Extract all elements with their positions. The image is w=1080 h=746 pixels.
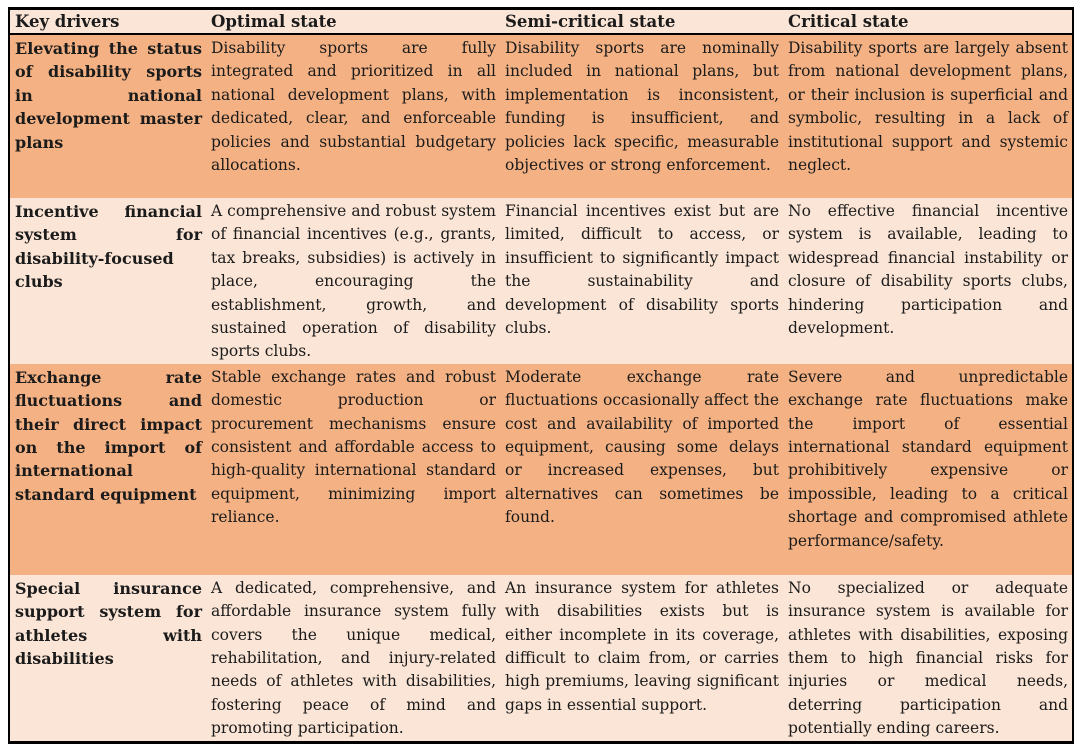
cell-critical-state: Severe and unpredictable exchange rate fluctuations make the import of essential international standard equipment prohibitively expensive or impossible, leading to a critical shortage and compromised athlete performance/safety. — [788, 367, 1068, 550]
cell-critical-state: No effective financial incentive system is available, leading to widespread financial instability or closure of disability sports clubs, hindering participation and development. — [788, 202, 1068, 338]
cell-optimal-state: Stable exchange rates and robust domestic production or procurement mechanisms ensure consistent and affordable access to high-quality international standard equipment, minimizing import reliance. — [211, 367, 496, 527]
table-row-financial-incentives — [9, 198, 1073, 364]
cell-optimal-state: Disability sports are fully integrated and prioritized in all national development plans, with dedicated, clear, and enforceable policies and substantial budgetary allocations. — [211, 39, 496, 175]
col-header-key-drivers: Key drivers — [15, 12, 120, 31]
cell-optimal-state: A comprehensive and robust system of financial incentives (e.g., grants, tax breaks, subsidies) is actively in place, encouraging the establishment, growth, and sustained operation of disability sports clubs. — [211, 202, 496, 361]
table-row-national-plans — [9, 34, 1073, 198]
table-row-exchange-rate — [9, 364, 1073, 575]
col-header-optimal-state: Optimal state — [211, 12, 337, 31]
cell-key-driver: Special insurance support system for athletes with disabilities — [15, 578, 202, 669]
cell-key-driver: Exchange rate fluctuations and their direct impact on the import of international standard equipment — [15, 367, 202, 504]
col-header-critical-state: Critical state — [788, 12, 909, 31]
cell-semi-critical-state: Disability sports are nominally included in national plans, but implementation is inconsistent, funding is insufficient, and policies lack specific, measurable objectives or strong enforcement. — [505, 39, 779, 175]
cell-critical-state: No specialized or adequate insurance system is available for athletes with disabilities, exposing them to high financial risks for injuries or medical needs, deterring participation and potentially ending careers. — [788, 578, 1068, 738]
cell-optimal-state: A dedicated, comprehensive, and affordable insurance system fully covers the unique medical, rehabilitation, and injury-related needs of athletes with disabilities, fostering peace of mind and promoting participation. — [211, 578, 496, 738]
table-row-insurance-support — [9, 575, 1073, 742]
cell-semi-critical-state: Moderate exchange rate fluctuations occasionally affect the cost and availability of imported equipment, causing some delays or increased expenses, but alternatives can sometimes be found. — [505, 367, 779, 527]
cell-critical-state: Disability sports are largely absent from national development plans, or their inclusion is superficial and symbolic, resulting in a lack of institutional support and systemic neglect. — [788, 39, 1068, 175]
col-header-semi-critical-state: Semi-critical state — [505, 12, 676, 31]
cell-key-driver: Incentive financial system for disability-focused clubs — [15, 202, 202, 292]
key-drivers-state-table — [8, 7, 1074, 744]
header-row — [9, 9, 1073, 35]
cell-semi-critical-state: Financial incentives exist but are limited, difficult to access, or insufficient to significantly impact the sustainability and development of disability sports clubs. — [505, 202, 779, 338]
cell-key-driver: Elevating the status of disability sports in national development master plans — [15, 39, 202, 152]
cell-semi-critical-state: An insurance system for athletes with disabilities exists but is either incomplete in its coverage, difficult to claim from, or carries high premiums, leaving significant gaps in essential support. — [505, 578, 779, 714]
